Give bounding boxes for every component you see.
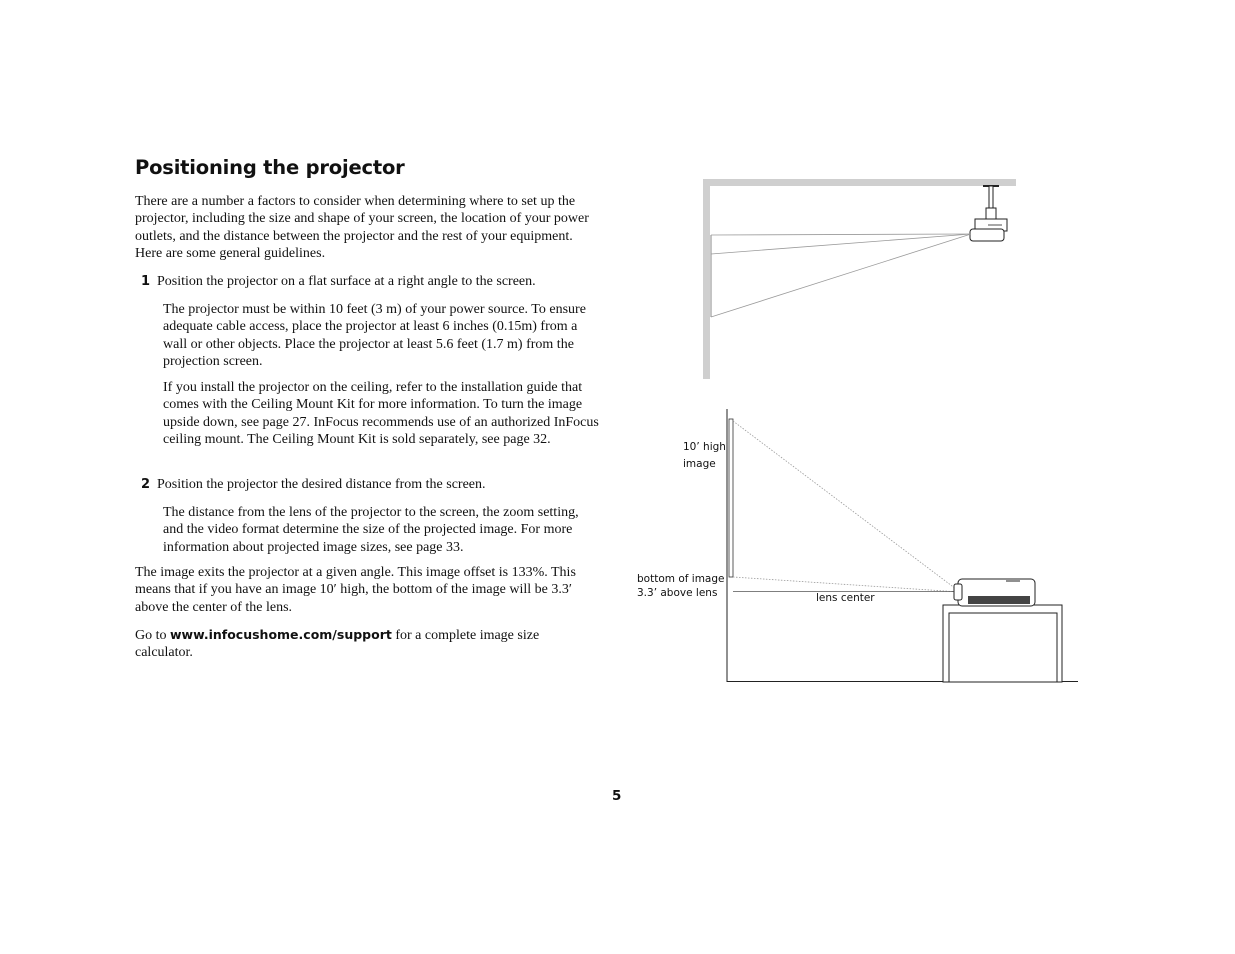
page-number: 5	[612, 788, 622, 804]
table-projector-icon	[954, 579, 1035, 606]
table-light-rays	[733, 421, 960, 592]
step-2-text: Position the projector the desired distance from the screen.	[157, 477, 486, 492]
wall	[703, 179, 710, 379]
ceiling-light-rays	[711, 234, 971, 317]
lens-center-label: lens center	[816, 592, 875, 604]
image-height-label-line1: 10’ high	[683, 441, 726, 453]
page-title: Positioning the projector	[135, 156, 405, 179]
step-1-detail-ceiling: If you install the projector on the ceiling, refer to the installation guide that comes with the Ceiling Mount Kit for more information. To turn the image upside down, see page 27. InFocus recommends use of an authorized InFocus ceiling mount. The Ceiling Mount Kit is sold separately, see page 32.	[163, 380, 599, 447]
mount-pole	[989, 186, 993, 208]
ceiling-projector-icon	[970, 219, 1007, 241]
support-link[interactable]: www.infocushome.com/support	[170, 627, 392, 642]
goto-suffix: for a complete image size calculator.	[135, 628, 540, 661]
offset-paragraph: The image exits the projector at a given angle. This image offset is 133%. This means that if you have an image 10′ high, the bottom of the image will be 3.3′ above the center of the lens.	[135, 565, 576, 615]
ceiling-mount-diagram	[703, 179, 1016, 379]
step-1-detail-power: The projector must be within 10 feet (3 m) of your power source. To ensure adequate cable access, place the projector at least 6 inches (0.15m) from a wall or other objects. Place the projector at least 5.6 feet (1.7 m) from the projection screen.	[163, 302, 586, 369]
step-1-number: 1	[141, 274, 151, 289]
step-2-detail-distance: The distance from the lens of the projector to the screen, the zoom setting, and the video format determine the size of the projected image. For more information about projected image sizes, see page 33.	[163, 505, 579, 555]
mount-bracket	[986, 208, 996, 220]
intro-paragraph: There are a number a factors to consider when determining where to set up the projector, including the size and shape of your screen, the location of your power outlets, and the distance between the projector and the rest of your equipment. Here are some general guidelines.	[135, 194, 589, 261]
table-mount-diagram	[727, 409, 1078, 682]
table	[943, 605, 1062, 682]
bottom-of-image-label-line1: bottom of image	[637, 573, 725, 585]
step-2-number: 2	[141, 477, 151, 492]
step-1-text: Position the projector on a flat surface at a right angle to the screen.	[157, 274, 536, 289]
bottom-of-image-label-line2: 3.3’ above lens	[637, 587, 718, 599]
image-height-label-line2: image	[683, 458, 716, 470]
goto-prefix: Go to	[135, 628, 170, 643]
projection-screen	[729, 419, 733, 577]
ceiling	[703, 179, 1016, 186]
